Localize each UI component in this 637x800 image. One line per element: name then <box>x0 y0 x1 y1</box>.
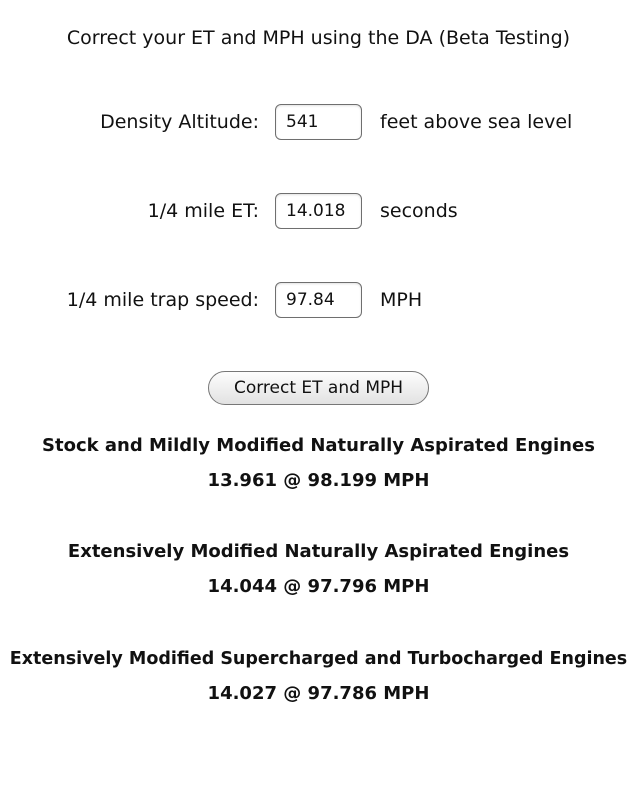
trap-speed-label: 1/4 mile trap speed: <box>66 289 259 311</box>
result-heading: Extensively Modified Naturally Aspirated Engines <box>67 541 570 562</box>
quarter-mile-et-input[interactable] <box>275 193 362 229</box>
quarter-mile-et-row <box>0 192 637 230</box>
density-altitude-label: Density Altitude: <box>100 111 259 133</box>
trap-speed-row <box>0 281 637 319</box>
quarter-mile-et-label: 1/4 mile ET: <box>147 200 259 222</box>
result-extensive-forced-induction <box>0 647 637 706</box>
density-altitude-row <box>0 103 637 141</box>
trap-speed-input[interactable] <box>275 282 362 318</box>
result-heading: Extensively Modified Supercharged and Turbocharged Engines <box>9 649 628 669</box>
result-stock-mild-na <box>0 434 637 493</box>
correct-et-mph-button[interactable]: Correct ET and MPH <box>208 371 429 405</box>
trap-speed-unit: MPH <box>380 289 423 311</box>
result-value: 14.044 @ 97.796 MPH <box>207 576 430 597</box>
density-altitude-unit: feet above sea level <box>380 111 573 133</box>
quarter-mile-et-unit: seconds <box>380 200 458 222</box>
density-altitude-input[interactable] <box>275 104 362 140</box>
result-value: 14.027 @ 97.786 MPH <box>207 683 430 704</box>
result-value: 13.961 @ 98.199 MPH <box>207 470 430 491</box>
result-heading: Stock and Mildly Modified Naturally Aspirated Engines <box>42 435 595 456</box>
page-title: Correct your ET and MPH using the DA (Beta Testing) <box>66 27 571 49</box>
result-extensive-na <box>0 540 637 599</box>
